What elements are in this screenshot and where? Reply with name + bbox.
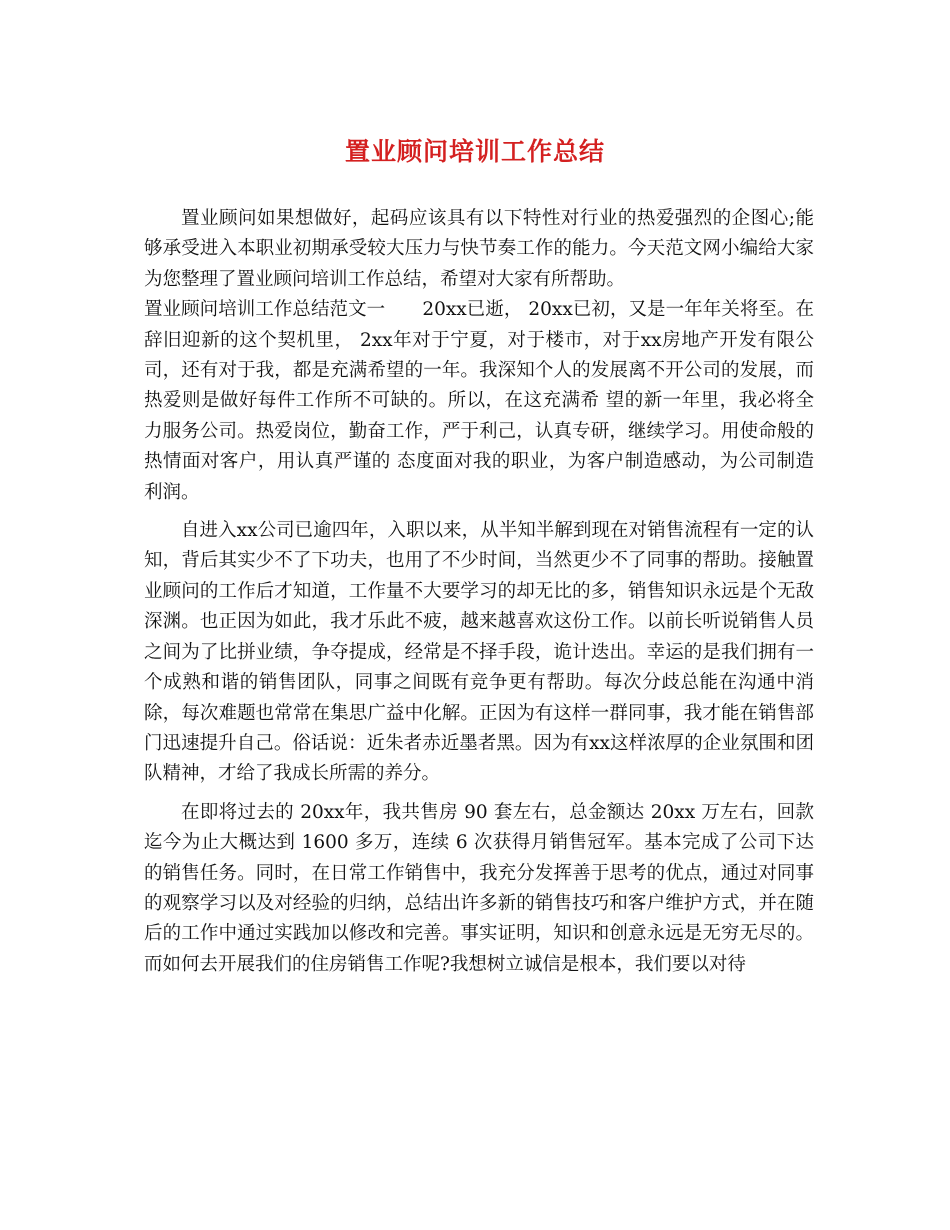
sample-one-paragraph: 置业顾问培训工作总结范文一 20xx已逝， 20xx已初，又是一年年关将至。在辞旧迎新的这个契机里， 2xx年对于宁夏，对于楼市，对于xx房地产开发有限公司，还有对于我，都是充满希望的一年。我深知个人的发展离不开公司的发展，而热爱则是做好每件工作所不可缺的。所以，在这充满希 望的新一年里，我必将全力服务公司。热爱岗位，勤奋工作，严于利己，认真专研，继续学习。用使命般的热情面对客户，用认真严谨的 态度面对我的职业，为客户制造感动，为公司制造利润。 (144, 299, 814, 503)
experience-paragraph: 自进入xx公司已逾四年，入职以来，从半知半解到现在对销售流程有一定的认知，背后其实少不了下功夫，也用了不少时间，当然更少不了同事的帮助。接触置业顾问的工作后才知道，工作量不大要学习的却无比的多，销售知识永远是个无敌深渊。也正因为如此，我才乐此不疲，越来越喜欢这份工作。以前长听说销售人员之间为了比拼业绩，争夺提成，经常是不择手段，诡计迭出。幸运的是我们拥有一个成熟和谐的销售团队，同事之间既有竞争更有帮助。每次分歧总能在沟通中消除，每次难题也常常在集思广益中化解。正因为有这样一群同事，我才能在销售部门迅速提升自己。俗话说：近朱者赤近墨者黑。因为有xx这样浓厚的企业氛围和团队精神，才给了我成长所需的养分。 (144, 520, 814, 785)
sales-results-paragraph: 在即将过去的 20xx年，我共售房 90 套左右，总金额达 20xx 万左右，回款迄今为止大概达到 1600 多万，连续 6 次获得月销售冠军。基本完成了公司下达的销售任务。同时，在日常工作销售中，我充分发挥善于思考的优点，通过对同事的观察学习以及对经验的归纳，总结出许多新的销售技巧和客户维护方式，并在随后的工作中通过实践加以修改和完善。事实证明，知识和创意永远是无穷无尽的。而如何去开展我们的住房销售工作呢?我想树立诚信是根本，我们要以对待 (144, 801, 814, 975)
document-title: 置业顾问培训工作总结 (344, 137, 605, 166)
document-body (144, 204, 814, 980)
intro-paragraph: 置业顾问如果想做好，起码应该具有以下特性对行业的热爱强烈的企图心;能够承受进入本职业初期承受较大压力与快节奏工作的能力。今天范文网小编给大家为您整理了置业顾问培训工作总结，希望对大家有所帮助。 (144, 208, 814, 290)
